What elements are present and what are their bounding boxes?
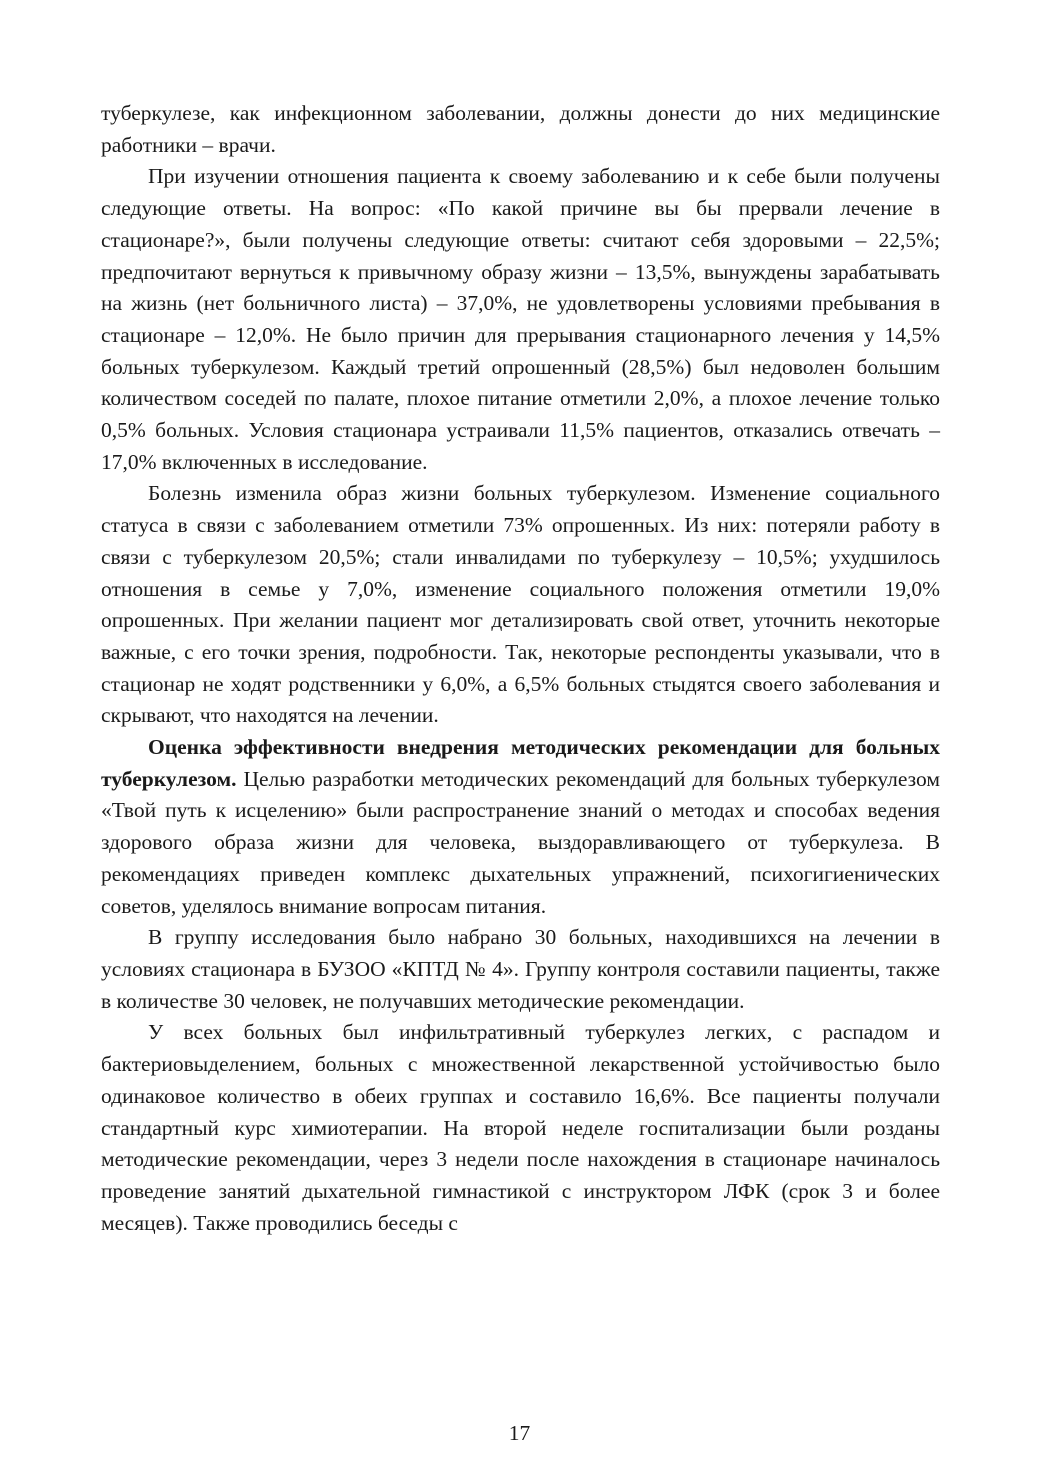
paragraph-lifestyle-change: Болезнь изменила образ жизни больных туберкулезом. Изменение социального статуса в связи с заболеванием отметили 73% опрошенных. Из них: потеряли работу в связи с туберкулезом 20,5%; стали инвалидами по туберкулезу – 10,5%; ухудшилось отношения в семье у 7,0%, изменение социального положения отметили 19,0% опрошенных. При желании пациент мог детализировать свой ответ, уточнить некоторые важные, с его точки зрения, подробности. Так, некоторые респонденты указывали, что в стационар не ходят родственники у 6,0%, а 6,5% больных стыдятся своего заболевания и скрывают, что находятся на лечении. (101, 481, 940, 728)
paragraph-study-group: В группу исследования было набрано 30 больных, находившихся на лечении в условиях стационара в БУЗОО «КПТД № 4». Группу контроля составили пациенты, также в количестве 30 человек, не получавших методические рекомендации. (101, 925, 940, 1013)
paragraph-continuation: туберкулезе, как инфекционном заболевании, должны донести до них медицинские работники – врачи. (101, 101, 940, 157)
document-page (101, 98, 940, 1239)
section-body: Целью разработки методических рекомендаций для больных туберкулезом «Твой путь к исцелению» были распространение знаний о методах и способах ведения здорового образа жизни для человека, выздоравливающего от туберкулеза. В рекомендациях приведен комплекс дыхательных упражнений, психогигиенических советов, уделялось внимание вопросам питания. (101, 766, 940, 918)
section-heading: Оценка эффективности внедрения методических рекомендации для больных туберкулезом. (101, 735, 940, 791)
paragraph-efficiency-assessment (101, 732, 940, 922)
page-number: 17 (508, 1421, 531, 1445)
paragraph-patients-treatment: У всех больных был инфильтративный туберкулез легких, с распадом и бактериовыделением, больных с множественной лекарственной устойчивостью было одинаковое количество в обеих группах и составило 16,6%. Все пациенты получали стандартный курс химиотерапии. На второй неделе госпитализации были розданы методические рекомендации, через 3 недели после нахождения в стационаре начиналось проведение занятий дыхательной гимнастикой с инструктором ЛФК (срок 3 и более месяцев). Также проводились беседы с (101, 1020, 940, 1235)
paragraph-patient-attitude: При изучении отношения пациента к своему заболеванию и к себе были получены следующие ответы. На вопрос: «По какой причине вы бы прервали лечение в стационаре?», были получены следующие ответы: считают себя здоровыми – 22,5%; предпочитают вернуться к привычному образу жизни – 13,5%, вынуждены зарабатывать на жизнь (нет больничного листа) – 37,0%, не удовлетворены условиями пребывания в стационаре – 12,0%. Не было причин для прерывания стационарного лечения у 14,5% больных туберкулезом. Каждый третий опрошенный (28,5%) был недоволен большим количеством соседей по палате, плохое питание отметили 2,0%, а плохое лечение только 0,5% больных. Условия стационара устраивали 11,5% пациентов, отказались отвечать – 17,0% включенных в исследование. (101, 164, 940, 474)
